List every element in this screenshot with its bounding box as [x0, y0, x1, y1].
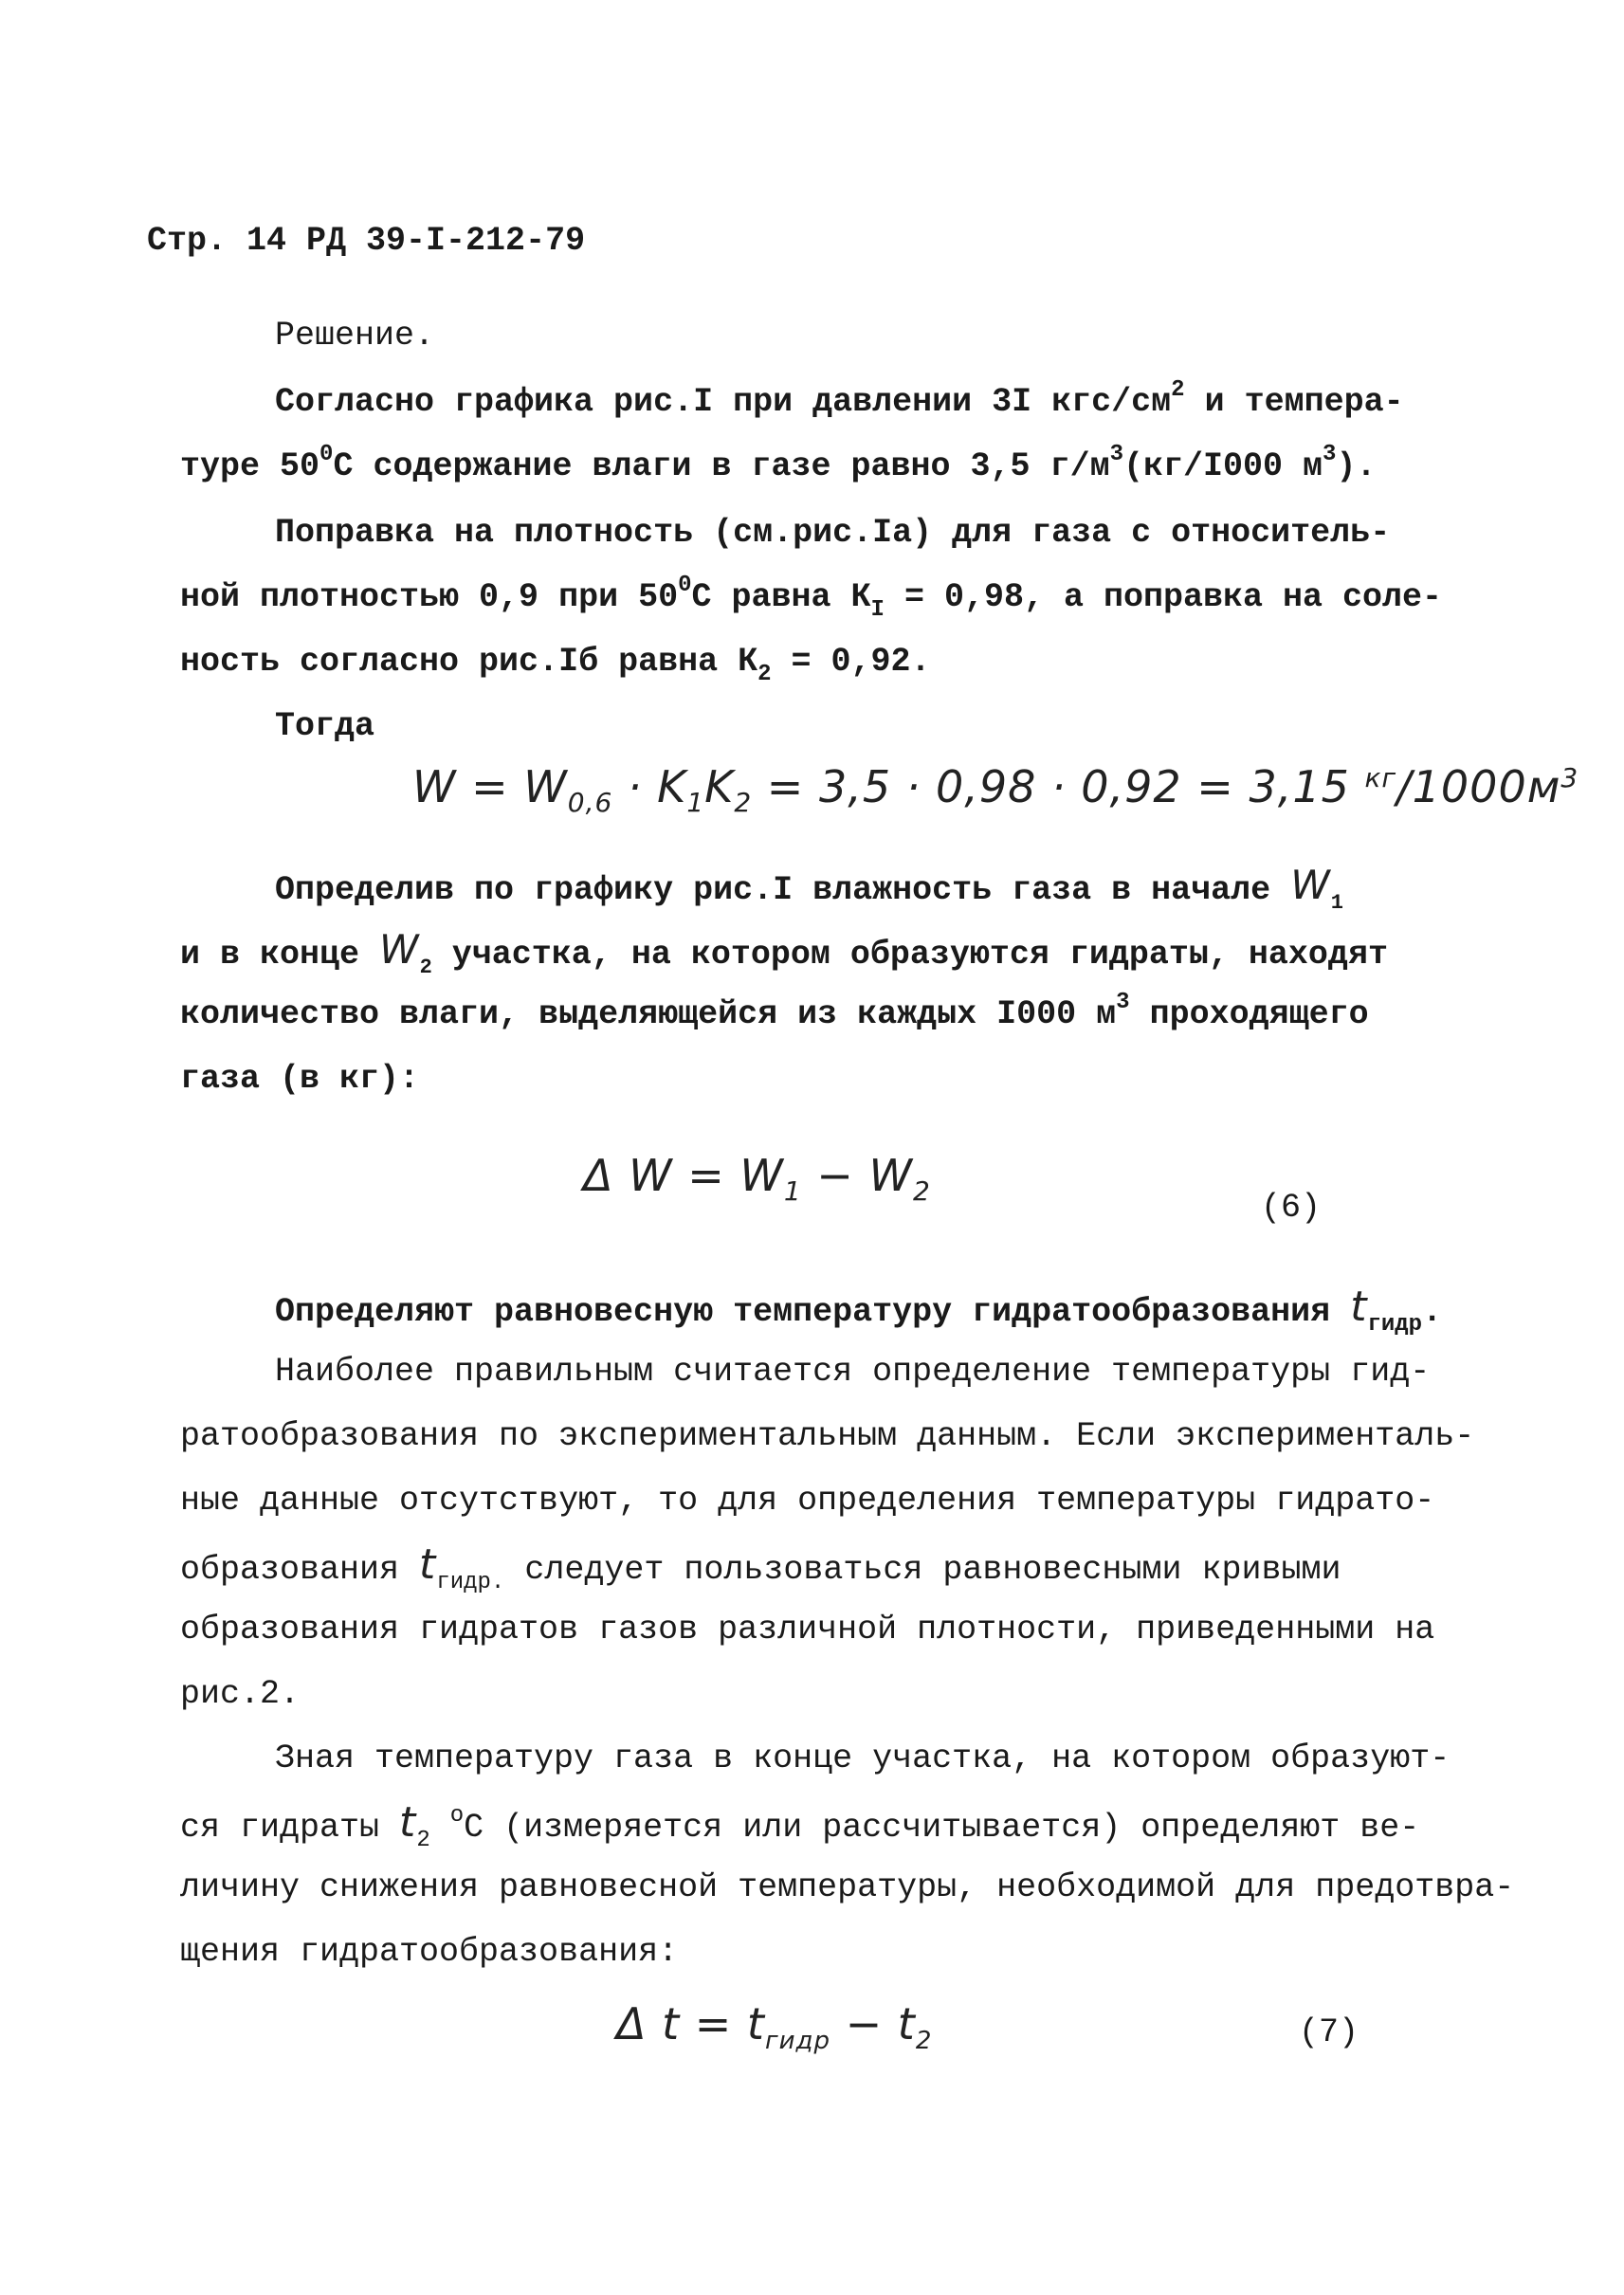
formula-subscript: 1 — [686, 787, 705, 818]
text: ные данные отсутствуют, то для определения температуры гидрато- — [180, 1482, 1435, 1520]
text: и в конце — [180, 936, 380, 974]
text: Определяют равновесную температуру гидратообразования — [275, 1293, 1351, 1331]
formula-text: t — [399, 1798, 417, 1847]
formula-subscript: 2 — [734, 787, 753, 818]
section-title-text: Решение. — [275, 317, 435, 355]
paragraph-4-line-2 — [180, 918, 1388, 991]
formula-subscript: 2 — [912, 1175, 931, 1207]
formula-text: Δ W = W — [583, 1150, 784, 1201]
formula-text: − W — [801, 1150, 913, 1201]
formula-text: /1000м — [1396, 761, 1561, 812]
formula-text: K — [704, 761, 735, 812]
formula-moisture — [412, 749, 1578, 831]
text: личину снижения равновесной температуры, необходимой для предотвра- — [180, 1868, 1515, 1906]
paragraph-3-line-1 — [275, 694, 374, 758]
text: туре 50 — [180, 447, 320, 485]
subscript: 2 — [416, 1828, 430, 1853]
text: Определив по графику рис.I влажность газа в начале — [275, 871, 1291, 909]
text: образования — [180, 1551, 420, 1589]
subscript: гидр. — [436, 1570, 505, 1595]
formula-superscript: 3 — [1560, 762, 1579, 793]
formula-delta-w — [583, 1138, 931, 1220]
text: С равна К — [691, 578, 871, 616]
text: (кг/I000 м — [1122, 447, 1323, 485]
equation-number: (7) — [1299, 2013, 1359, 2051]
text: Наиболее правильным считается определение температуры гид- — [275, 1353, 1431, 1391]
paragraph-7-line-1 — [275, 1726, 1450, 1791]
text: рис.2. — [180, 1675, 301, 1713]
formula-text: W = W — [412, 761, 568, 812]
formula-text: · K — [612, 761, 687, 812]
paragraph-7-line-3 — [180, 1855, 1514, 1920]
formula-subscript: 0,6 — [567, 787, 613, 818]
formula-text: W — [1290, 862, 1331, 908]
text: = 0,92. — [771, 643, 931, 681]
subscript: 2 — [757, 662, 772, 687]
formula-superscript: кг — [1364, 762, 1397, 793]
text: ся гидраты — [180, 1809, 400, 1847]
text: образования гидратов газов различной плотности, приведенными на — [180, 1611, 1435, 1648]
superscript: o — [449, 1803, 465, 1829]
subscript: 2 — [419, 956, 432, 979]
subscript: гидр — [1367, 1312, 1423, 1338]
paragraph-2-line-3 — [180, 629, 931, 698]
subscript: I — [870, 597, 885, 623]
superscript: 0 — [678, 573, 692, 598]
formula-text: − t — [830, 1998, 916, 2049]
superscript: 3 — [1109, 442, 1123, 467]
text: Согласно графика рис.I при давлении 3I кгс/см — [275, 383, 1172, 421]
subscript: 1 — [1330, 891, 1343, 915]
page-ref: Стр. 14 РД 39-I-212-79 — [147, 222, 586, 260]
formula-subscript: гидр — [764, 2027, 830, 2055]
paragraph-5-line-1 — [275, 1275, 1442, 1348]
text: Поправка на плотность (см.рис.Iа) для газа с относитель- — [275, 514, 1391, 552]
text: проходящего — [1129, 995, 1369, 1033]
equation-number: (6) — [1261, 1189, 1322, 1227]
text: С (измеряется или рассчитывается) определяют ве- — [464, 1809, 1420, 1847]
paragraph-2-line-1 — [275, 501, 1390, 565]
text: участка, на котором образуются гидраты, находят — [431, 936, 1388, 974]
equation-number-7 — [1299, 2000, 1359, 2065]
superscript: 2 — [1171, 377, 1185, 403]
text: ной плотностью 0,9 при 50 — [180, 578, 679, 616]
text: количество влаги, выделяющейся из каждых I000 м — [180, 995, 1117, 1033]
formula-delta-t — [616, 1986, 932, 2069]
paragraph-6-line-1 — [275, 1339, 1430, 1404]
text: щения гидратообразования: — [180, 1933, 679, 1971]
text: = 0,98, а поправка на соле- — [884, 578, 1443, 616]
paragraph-4-line-3 — [180, 982, 1369, 1050]
formula-text: t — [1350, 1283, 1368, 1331]
text: ). — [1336, 447, 1377, 485]
equation-number-6 — [1261, 1175, 1321, 1240]
paragraph-4-line-4 — [180, 1047, 419, 1111]
paragraph-1-line-2 — [180, 434, 1376, 502]
text: и темпера- — [1184, 383, 1404, 421]
paragraph-4-line-1 — [275, 853, 1343, 926]
paragraph-6-line-2 — [180, 1404, 1474, 1468]
paragraph-6-line-3 — [180, 1468, 1434, 1533]
text: газа (в кг): — [180, 1060, 420, 1098]
formula-subscript: 2 — [915, 2027, 933, 2055]
formula-text: = 3,5 · 0,98 · 0,92 = 3,15 — [752, 761, 1365, 812]
paragraph-7-line-4 — [180, 1920, 678, 1984]
page-header — [147, 209, 585, 273]
paragraph-7-line-2 — [180, 1791, 1419, 1864]
text: Зная температуру газа в конце участка, на котором образуют- — [275, 1739, 1451, 1777]
paragraph-6-line-6 — [180, 1662, 300, 1726]
text: ратообразования по экспериментальным данным. Если эксперименталь- — [180, 1417, 1475, 1455]
formula-subscript: 1 — [783, 1175, 802, 1207]
paragraph-1-line-1 — [275, 370, 1404, 438]
formula-text: t — [419, 1540, 437, 1589]
text: ность согласно рис.Iб равна К — [180, 643, 758, 681]
superscript: 0 — [319, 442, 334, 467]
paragraph-2-line-2 — [180, 565, 1442, 633]
text: следует пользоваться равновесными кривыми — [504, 1551, 1341, 1589]
text: Тогда — [275, 707, 375, 745]
formula-text: Δ t = t — [616, 1998, 765, 2049]
section-title — [275, 303, 434, 368]
text: С содержание влаги в газе равно 3,5 г/м — [333, 447, 1110, 485]
paragraph-6-line-5 — [180, 1597, 1434, 1662]
text: . — [1422, 1293, 1443, 1331]
superscript: 3 — [1116, 990, 1130, 1015]
superscript: 3 — [1323, 442, 1337, 467]
formula-text: W — [379, 926, 420, 973]
paragraph-6-line-4 — [180, 1533, 1341, 1606]
